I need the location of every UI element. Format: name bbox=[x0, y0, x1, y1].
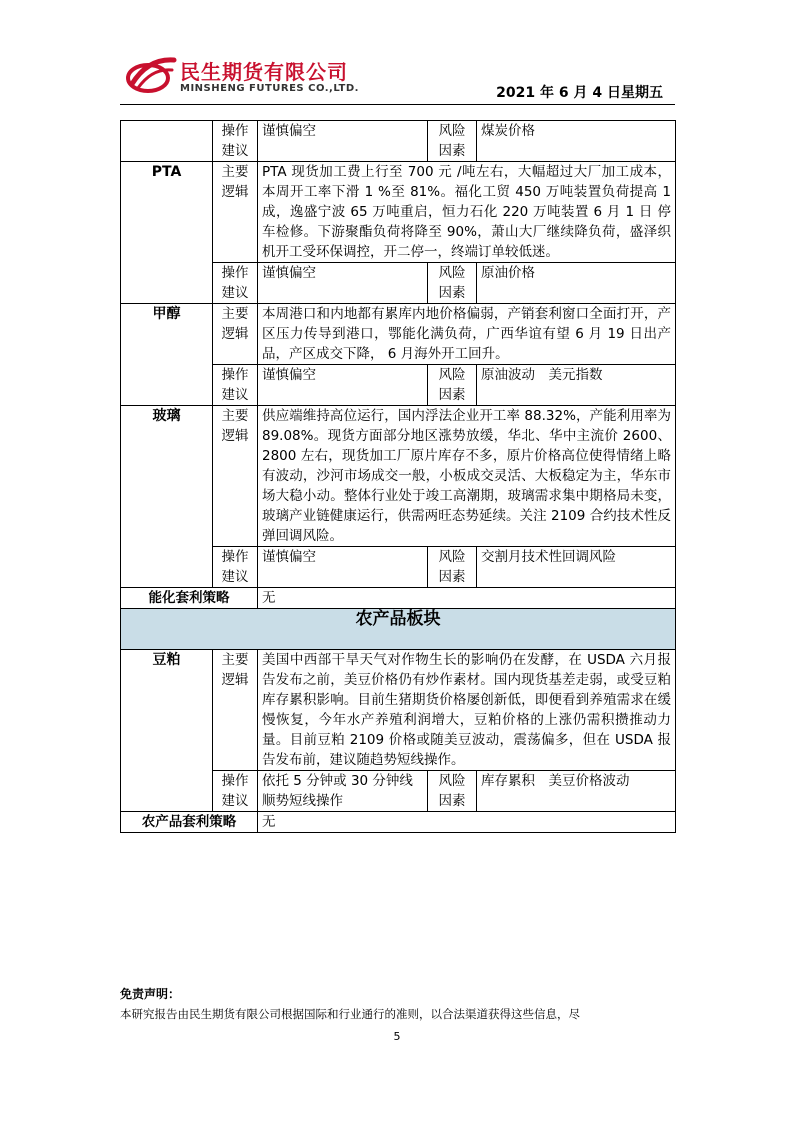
company-name-en: MINSHENG FUTURES CO.,LTD. bbox=[180, 83, 359, 94]
logic-label: 主要逻辑 bbox=[213, 406, 258, 547]
risk-value: 库存累积 美豆价格波动 bbox=[477, 771, 676, 812]
table-row bbox=[121, 162, 676, 263]
logic-text: 供应端维持高位运行，国内浮法企业开工率 88.32%，产能利用率为 89.08%。现货方面部分地区涨势放缓，华北、华中主流价 2600、2800 左右，现货加工厂原片库存不多，原片价格高位使得情绪上略有波动，沙河市场成交一般，小板成交灵活、大板稳定为主，华东市场大稳小动。整体行业处于竣工高潮期，玻璃需求集中期格局未变，玻璃产业链健康运行，供需两旺态势延续。关注 2109 合约技术性反弹回调风险。 bbox=[258, 406, 676, 547]
section-header-row bbox=[121, 609, 676, 650]
energy-arbitrage-value: 无 bbox=[258, 588, 676, 609]
category-pta: PTA bbox=[121, 162, 213, 304]
table-row bbox=[121, 121, 676, 162]
risk-value: 原油价格 bbox=[477, 263, 676, 304]
logic-text: 本周港口和内地都有累库内地价格偏弱，产销套利窗口全面打开，产区压力传导到港口，鄂能化满负荷，广西华谊有望 6 月 19 日出产品，产区成交下降， 6 月海外开工回升。 bbox=[258, 304, 676, 365]
risk-value: 交割月技术性回调风险 bbox=[477, 547, 676, 588]
category-cell-empty bbox=[121, 121, 213, 162]
operation-label: 操作建议 bbox=[213, 263, 258, 304]
operation-value: 谨慎偏空 bbox=[258, 263, 428, 304]
agri-arbitrage-value: 无 bbox=[258, 812, 676, 833]
page-header bbox=[120, 52, 675, 104]
category-glass: 玻璃 bbox=[121, 406, 213, 588]
category-methanol: 甲醇 bbox=[121, 304, 213, 406]
risk-label: 风险因素 bbox=[428, 365, 477, 406]
report-date: 2021 年 6 月 4 日星期五 bbox=[496, 85, 663, 101]
company-name-cn: 民生期货有限公司 bbox=[180, 60, 348, 84]
operation-value: 依托 5 分钟或 30 分钟线顺势短线操作 bbox=[258, 771, 428, 812]
table-row bbox=[121, 304, 676, 365]
header-divider bbox=[120, 104, 675, 105]
disclaimer-text: 本研究报告由民生期货有限公司根据国际和行业通行的准则，以合法渠道获得这些信息，尽 bbox=[120, 1007, 580, 1021]
operation-label: 操作建议 bbox=[213, 547, 258, 588]
risk-value: 原油波动 美元指数 bbox=[477, 365, 676, 406]
energy-arbitrage-label: 能化套利策略 bbox=[121, 588, 258, 609]
operation-label: 操作建议 bbox=[213, 771, 258, 812]
disclaimer-title: 免责声明： bbox=[120, 987, 181, 1001]
logic-label: 主要逻辑 bbox=[213, 650, 258, 771]
logic-label: 主要逻辑 bbox=[213, 162, 258, 263]
page-number: 5 bbox=[393, 1030, 401, 1043]
minsheng-logo-icon bbox=[126, 54, 178, 94]
category-soymeal: 豆粕 bbox=[121, 650, 213, 812]
risk-label: 风险因素 bbox=[428, 263, 477, 304]
table-row bbox=[121, 650, 676, 771]
operation-value: 谨慎偏空 bbox=[258, 365, 428, 406]
table-row bbox=[121, 588, 676, 609]
strategy-table bbox=[120, 120, 676, 833]
logic-text: 美国中西部干旱天气对作物生长的影响仍在发酵，在 USDA 六月报告发布之前，美豆价格仍有炒作素材。国内现货基差走弱，或受豆粕库存累积影响。目前生猪期货价格屡创新低，即便看到养殖需求在缓慢恢复，今年水产养殖利润增大，豆粕价格的上涨仍需积攒推动力量。目前豆粕 2109 价格或随美豆波动，震荡偏多，但在 USDA 报告发布前，建议随趋势短线操作。 bbox=[258, 650, 676, 771]
logic-label: 主要逻辑 bbox=[213, 304, 258, 365]
operation-value: 谨慎偏空 bbox=[258, 547, 428, 588]
risk-label: 风险因素 bbox=[428, 547, 477, 588]
agri-section-title: 农产品板块 bbox=[121, 609, 676, 650]
logic-text: PTA 现货加工费上行至 700 元 /吨左右，大幅超过大厂加工成本，本周开工率下滑 1 %至 81%。福化工贸 450 万吨装置负荷提高 1 成，逸盛宁波 65 万吨重启，恒力石化 220 万吨装置 6 月 1 日 停车检修。下游聚酯负荷将降至 90%，萧山大厂继续降负荷，盛泽织机开工受环保调控，开二停一，终端订单较低迷。 bbox=[258, 162, 676, 263]
risk-label: 风险因素 bbox=[428, 121, 477, 162]
risk-value: 煤炭价格 bbox=[477, 121, 676, 162]
operation-label: 操作建议 bbox=[213, 365, 258, 406]
risk-label: 风险因素 bbox=[428, 771, 477, 812]
agri-arbitrage-label: 农产品套利策略 bbox=[121, 812, 258, 833]
table-row bbox=[121, 812, 676, 833]
operation-value: 谨慎偏空 bbox=[258, 121, 428, 162]
table-row bbox=[121, 406, 676, 547]
operation-label: 操作建议 bbox=[213, 121, 258, 162]
